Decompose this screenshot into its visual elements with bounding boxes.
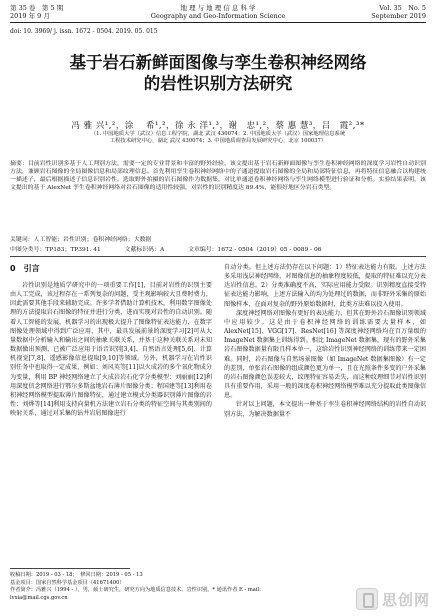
authors: 冯 雅 兴¹,²，涂 希¹,²，徐 永 洋¹,³，谢 忠¹,²，蔡 惠 慧³，吕 霞²,³* (71, 121, 365, 131)
doi: doi: 10. 3969/ j. issn. 1672 - 0504. 2019. 05. 015 (10, 28, 158, 35)
header-volume-en: Vol. 35 No. 5 September 2019 (371, 4, 426, 20)
affiliations: （1. 中国地质大学（武汉）信息工程学院，湖北 武汉 430074；2. 中国地质大学（武汉）国家地理信息系统 工程技术研究中心，湖北 武汉 430074；3. 中国地质调查局发展研究中心，北京 100037） (90, 131, 346, 145)
paper-title: 基于岩石新鲜面图像与孪生卷积神经网络 的岩性识别方法研究 (69, 53, 367, 93)
watermark-text: 思创网 (381, 590, 430, 609)
body-paragraph: 岩性识别是地质学研究中的一项重要工作[1]，目前对岩性的识别主要由人工完成，该过程存在一系列复杂的问题，受主观影响较大且费时费力，因此需要其他手段来辅助完成。许多学者借助计算机技术，利用数字图像处理的方法提取岩石图像的特征并进行分类，进而实现对岩性的自动识别。随着人工智能的发展，机器学习的出现极大提升了图像特征表达能力，在数字图像处理领域中得到广泛应用，其中，最具发展前景的深度学习[2]可从大量数据中分析输入和输出之间的抽象关联关系，并基于这种关联关系对未知数据做出预测，已被广泛应用于语音识别[3,4]、自然语言处理[5,6]、计算机视觉[7,8]、遥感影像信息提取[9,10]等领域。另外，机器学习在岩性识别任务中也取得一定成果，例如：刘风英等[11]以火成岩的多个氧化物成分为变量，利用 BP 神经网络建立了火成岩岩石化学分类模型；刘丽丽[12]利用深度信念网络进行鄂尔多斯盆地岩石薄片图像分类；程国建等[13]利用卷积神经网络模型提取薄片图像特征，通过建立模式分类器识别薄片图像的岩性；刘烨等[14]利用支持向量机方法建立岩石分类的特征空间与其类别间的映射关系，通过对采集的钻井岩屑图像进行 (10, 282, 212, 418)
header-rule (10, 22, 426, 23)
footnote-rule (10, 568, 130, 569)
section-divider (10, 256, 426, 257)
left-column (10, 263, 212, 559)
classification-line (10, 244, 426, 253)
watermark-logo-icon (356, 588, 378, 610)
footnotes: 收稿日期：2019 - 03 - 18； 修回日期：2019 - 05 - 13 基金项目：国家自然科学基金项目（41671400） 作者简介：冯雅兴（1994 - ），男，硕士研究生，研究方向为地质信息技术、岩性识别。* 通讯作者 E - mail: lvxia@mail.cgs.gov.cn (10, 572, 261, 601)
header-volume-cn: 第 35 卷 第 5 期 2019 年 9 月 (10, 4, 64, 20)
body-paragraph: 自动分类。但上述方法仍存在以下问题：1）特征表达能力有限。上述方法多采用浅层神经网络，对图像信息的抽象程度较低，提取的特征难以充分表达岩性信息。2）分类准确度不高，实际应用能力受限。识别精度直接受特征表达能力影响，上述方法输入的均为处理过的数据，而非野外采集的原始图像样本，在面对复杂的野外原始数据时，此类方法难以投入使用。 (224, 264, 426, 308)
article-number: 文章编号：1672 - 0504（2019）05 - 0089 - 06 (188, 247, 322, 253)
header-journal: 地 理 与 地 理 信 息 科 学 Geography and Geo-Information Science (150, 4, 286, 20)
body-paragraph: 深度神经网络对图像有更好的表达能力，但其在野外岩石图像识别领域中应用较少。这是由于卷积神经网络的训练需要大量样本，如 AlexNet[15]、VGG[17]、ResNet[16] 等深度神经网络均在百万量级的 ImageNet 数据集上训练得到。相比 ImageNet 数据集，现有的野外采集岩石图像数据量有限且样本单一，这给岩性识别神经网络的训练带来一定困难。同时，岩石图像与自然场景图像（如 ImageNet 数据集图像）有一定的差别，单张岩石图像的组成颜色更为单一，且在光照条件多变的户外采集的岩石图像颜色误差较大，纹理特征容易丢失，而这种纹理细节对岩性识别具有重要作用，采用一般的深度卷积神经网络模型难以充分提取此类图像信息。 (224, 309, 426, 400)
watermark (356, 588, 430, 610)
clc-number: 中图分类号：TP183；TP391. 41 (10, 247, 101, 253)
abstract: 摘要：目前岩性识别多基于人工判别方法，需要一定的专业背景和丰富的野外经验。该文提出基于岩石新鲜面图像与孪生卷积神经网络的深度学习岩性自动识别方法，兼顾岩石图像的全局图像信息和局部纹理信息。首先利用孪生卷积神经网络中的子通道提取岩石图像的全局和局部特征信息，再将特征信息融合以构建统一描述子，最后根据描述子信息识别岩性。选取野外拍摄的岩石图像作为数据集，对比单通道卷积神经网络与孪生网络模型进行验证和分析。实验结果表明，该文提出的基于 AlexNet 孪生卷积神经网络对岩石图像的适用性较强，对岩性的识别精度达 89.4%，能很好地区分岩石类型。 (10, 161, 426, 192)
section-heading: 0 引言 (10, 264, 40, 273)
body-paragraph: 针对以上问题，本文提出一种基于孪生卷积神经网络结构的岩性自动识别方法，为解决数据量不 (224, 401, 426, 418)
document-code: 文献标识码：A (124, 247, 165, 253)
keywords: 关键词：人工智能；岩性识别；卷积神经网络；大数据 (10, 237, 152, 243)
right-column (224, 263, 426, 553)
